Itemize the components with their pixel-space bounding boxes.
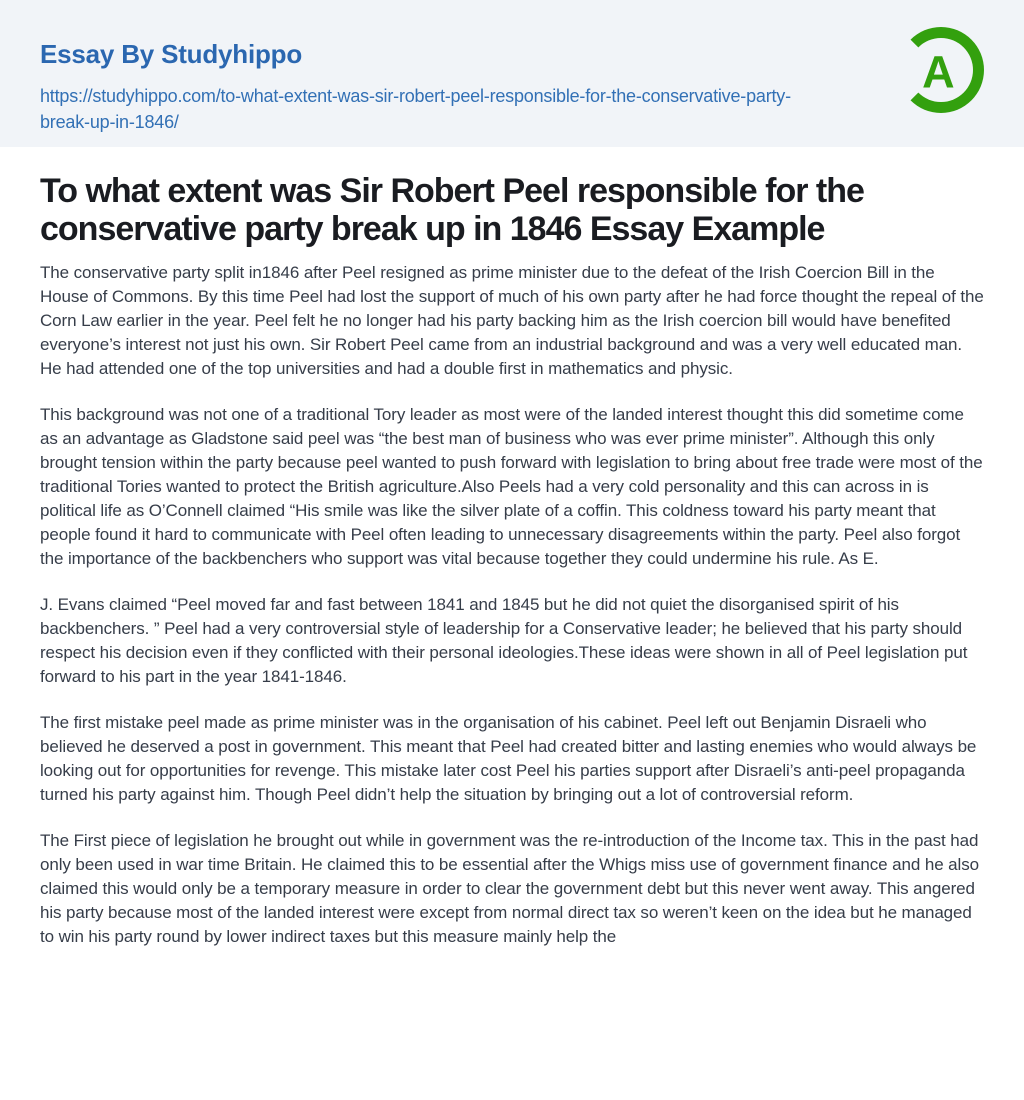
essay-paragraph: J. Evans claimed “Peel moved far and fast between 1841 and 1845 but he did not quiet the disorganised spirit of his backbenchers. ” Peel had a very controversial style of leadership for a Conservative leader; he believed that his party should respect his decision even if they conflicted with their personal ideologies.These ideas were shown in all of Peel legislation put forward to his part in the year 1841-1846. [40,595,968,686]
logo-letter: A [922,46,955,98]
essay-title: To what extent was Sir Robert Peel responsible for the conservative party break up in 1846 Essay Example [40,172,864,248]
essay-article [0,172,1024,949]
essay-paragraph: The conservative party split in1846 after Peel resigned as prime minister due to the defeat of the Irish Coercion Bill in the House of Commons. By this time Peel had lost the support of much of his own party after he had force thought the repeal of the Corn Law earlier in the year. Peel felt he no longer had his party backing him as the Irish coercion bill would have benefited everyone’s interest not just his own. Sir Robert Peel came from an industrial background and was a very well educated man. He had attended one of the top universities and had a double first in mathematics and physic. [40,263,984,378]
essay-paragraph: The First piece of legislation he brought out while in government was the re-introduction of the Income tax. This in the past had only been used in war time Britain. He claimed this to be essential after the Whigs miss use of government finance and he also claimed this would only be a temporary measure in order to clear the government debt but this never went away. This angered his party because most of the landed interest were except from normal direct tax so weren’t keen on the idea but he managed to win his party round by lower indirect taxes but this measure mainly help the [40,831,979,946]
essay-body [40,261,984,949]
studyhippo-logo [895,27,987,119]
essay-paragraph: This background was not one of a traditional Tory leader as most were of the landed interest thought this did sometime come as an advantage as Gladstone said peel was “the best man of business who was ever prime minister”. Although this only brought tension within the party because peel wanted to push forward with legislation to bring about free trade were most of the traditional Tories wanted to protect the British agriculture.Also Peels had a very cold personality and this can across in is political life as O’Connell claimed “His smile was like the silver plate of a coffin. This coldness toward his party meant that people found it hard to communicate with Peel often leading to unnecessary disagreements within the party. Peel also forgot the importance of the backbenchers who support was vital because together they could undermine his rule. As E. [40,405,983,568]
header-banner [0,0,1024,147]
site-brand-title: Essay By Studyhippo [40,39,303,69]
source-url-link[interactable]: https://studyhippo.com/to-what-extent-was-sir-robert-peel-responsible-for-the-conservative-party-break-up-in-1846/ [40,86,791,132]
essay-paragraph: The first mistake peel made as prime minister was in the organisation of his cabinet. Peel left out Benjamin Disraeli who believed he deserved a post in government. This meant that Peel had created bitter and lasting enemies who would always be looking out for opportunities for revenge. This mistake later cost Peel his parties support after Disraeli’s anti-peel propaganda turned his party against him. Though Peel didn’t help the situation by bringing out a lot of controversial reform. [40,713,977,804]
